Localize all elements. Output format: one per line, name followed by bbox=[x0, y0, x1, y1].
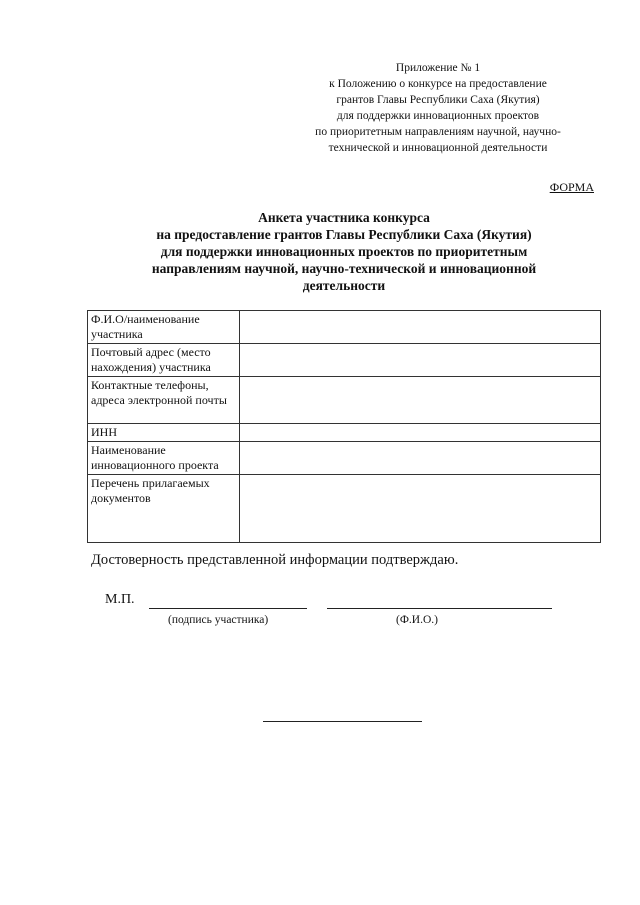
row-value-contacts[interactable] bbox=[240, 377, 601, 424]
title-line: на предоставление грантов Главы Республики Саха (Якутия) bbox=[156, 227, 532, 242]
appendix-block bbox=[290, 60, 586, 156]
confirmation-text: Достоверность представленной информации подтверждаю. bbox=[91, 552, 459, 568]
row-label-address: Почтовый адрес (место нахождения) участника bbox=[88, 344, 240, 377]
appendix-line: к Положению о конкурсе на предоставление bbox=[329, 78, 547, 90]
table-row bbox=[88, 475, 601, 543]
appendix-line: технической и инновационной деятельности bbox=[328, 142, 548, 154]
name-line[interactable] bbox=[327, 608, 552, 609]
table-row bbox=[88, 311, 601, 344]
row-label-name: Ф.И.О/наименование участника bbox=[88, 311, 240, 344]
row-value-project[interactable] bbox=[240, 442, 601, 475]
bottom-divider bbox=[263, 721, 422, 722]
row-label-documents: Перечень прилагаемых документов bbox=[88, 475, 240, 543]
title-line: для поддержки инновационных проектов по приоритетным bbox=[160, 244, 528, 259]
questionnaire-table bbox=[87, 310, 601, 543]
signature-caption: (подпись участника) bbox=[168, 614, 269, 626]
document-title bbox=[88, 209, 600, 294]
table-row bbox=[88, 424, 601, 442]
title-line: направлениям научной, научно-технической и инновационной bbox=[151, 261, 537, 276]
signature-line[interactable] bbox=[149, 608, 307, 609]
name-caption: (Ф.И.О.) bbox=[396, 614, 438, 626]
appendix-line: по приоритетным направлениям научной, научно- bbox=[315, 126, 561, 138]
row-value-documents[interactable] bbox=[240, 475, 601, 543]
row-value-inn[interactable] bbox=[240, 424, 601, 442]
title-line: Анкета участника конкурса bbox=[258, 210, 430, 225]
appendix-line: грантов Главы Республики Саха (Якутия) bbox=[336, 94, 540, 106]
appendix-line: Приложение № 1 bbox=[395, 62, 481, 74]
title-line: деятельности bbox=[302, 278, 386, 293]
form-label: ФОРМА bbox=[549, 180, 594, 194]
table-row bbox=[88, 377, 601, 424]
row-label-inn: ИНН bbox=[88, 424, 240, 442]
row-value-name[interactable] bbox=[240, 311, 601, 344]
row-label-project: Наименование инновационного проекта bbox=[88, 442, 240, 475]
appendix-line: для поддержки инновационных проектов bbox=[336, 110, 540, 122]
table-row bbox=[88, 344, 601, 377]
stamp-label: М.П. bbox=[105, 592, 135, 607]
table-row bbox=[88, 442, 601, 475]
row-value-address[interactable] bbox=[240, 344, 601, 377]
row-label-contacts: Контактные телефоны, адреса электронной почты bbox=[88, 377, 240, 424]
